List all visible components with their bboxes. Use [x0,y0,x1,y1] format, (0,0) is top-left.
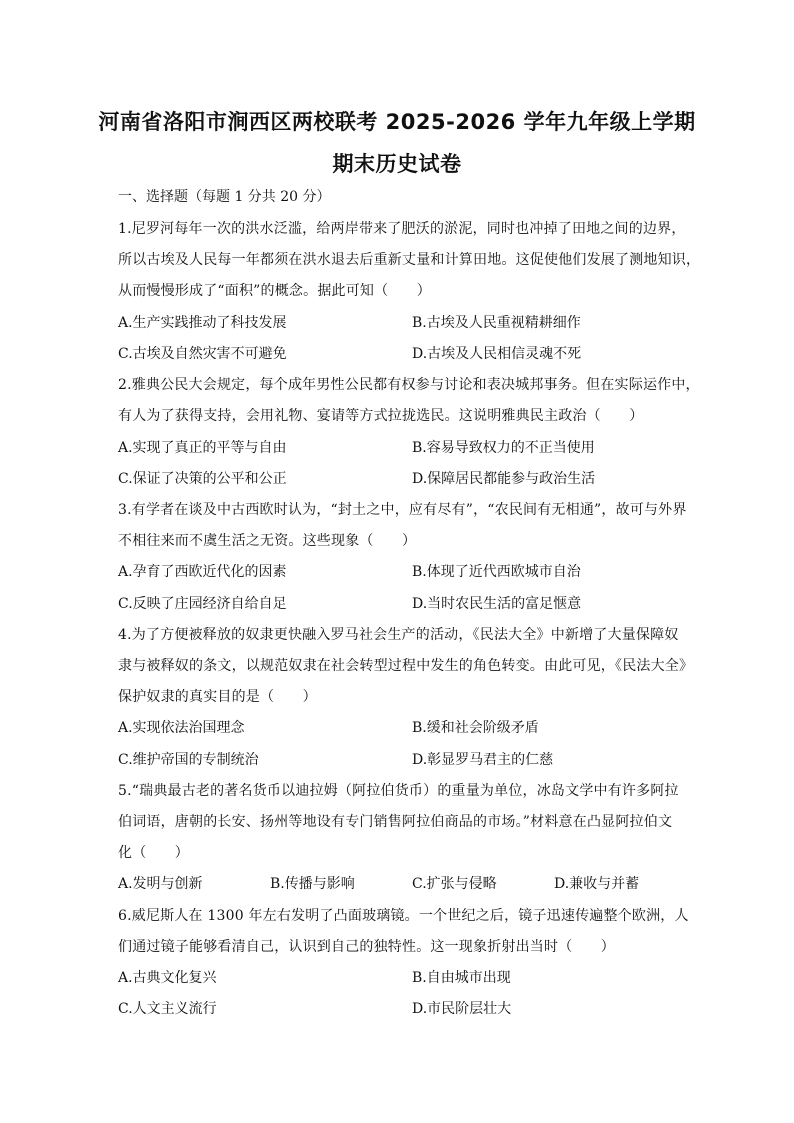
question-5-line-3: 化（ ） [118,845,189,861]
question-3-line-1: 3.有学者在谈及中古西欧时认为，“封土之中，应有尽有”，“农民间有无相通”，故可与外界 [118,502,687,518]
question-4-option-d[interactable]: D.彰显罗马君主的仁慈 [412,752,554,768]
question-6-line-1: 6.威尼斯人在 1300 年左右发明了凸面玻璃镜。一个世纪之后，镜子迅速传遍整个欧洲，人 [118,908,689,924]
question-2-line-2: 有人为了获得支持，会用礼物、宴请等方式拉拢选民。这说明雅典民主政治（ ） [118,408,644,424]
question-1-option-d[interactable]: D.古埃及人民相信灵魂不死 [412,346,582,362]
question-3-option-a[interactable]: A.孕育了西欧近代化的因素 [118,564,287,580]
question-6-option-a[interactable]: A.古典文化复兴 [118,970,217,986]
question-1-line-3: 从而慢慢形成了“面积”的概念。据此可知（ ） [118,283,431,299]
question-1-option-c[interactable]: C.古埃及自然灾害不可避免 [118,346,287,362]
question-5-option-d[interactable]: D.兼收与并蓄 [554,876,640,892]
question-2-line-1: 2.雅典公民大会规定，每个成年男性公民都有权参与讨论和表决城邦事务。但在实际运作中， [118,377,700,393]
exam-title-line-2: 期末历史试卷 [332,152,462,176]
question-2-option-c[interactable]: C.保证了决策的公平和公正 [118,471,287,487]
question-6-line-2: 们通过镜子能够看清自己，认识到自己的独特性。这一现象折射出当时（ ） [118,939,615,955]
question-4-line-3: 保护奴隶的真实目的是（ ） [118,689,317,705]
question-4-line-1: 4.为了方便被释放的奴隶更快融入罗马社会生产的活动，《民法大全》中新增了大量保障奴 [118,627,679,643]
question-3-option-d[interactable]: D.当时农民生活的富足惬意 [412,596,582,612]
question-2-option-b[interactable]: B.容易导致权力的不正当使用 [412,440,595,456]
question-4-option-b[interactable]: B.缓和社会阶级矛盾 [412,720,539,736]
question-1-option-a[interactable]: A.生产实践推动了科技发展 [118,315,287,331]
question-4-line-2: 隶与被释奴的条文，以规范奴隶在社会转型过程中发生的角色转变。由此可见，《民法大全》 [118,658,694,674]
question-5-line-1: 5.“瑞典最古老的著名货币以迪拉姆（阿拉伯货币）的重量为单位，冰岛文学中有许多阿拉 [118,783,679,799]
question-4-option-c[interactable]: C.维护帝国的专制统治 [118,752,259,768]
question-2-option-d[interactable]: D.保障居民都能参与政治生活 [412,471,596,487]
question-3-option-b[interactable]: B.体现了近代西欧城市自治 [412,564,581,580]
question-5-line-2: 伯词语，唐朝的长安、扬州等地设有专门销售阿拉伯商品的市场。”材料意在凸显阿拉伯文 [118,814,673,830]
exam-title-line-1: 河南省洛阳市涧西区两校联考 2025-2026 学年九年级上学期 [98,110,696,134]
question-4-option-a[interactable]: A.实现依法治国理念 [118,720,245,736]
question-3-line-2: 不相往来而不虞生活之无资。这些现象（ ） [118,533,417,549]
section-heading: 一、选择题（每题 1 分共 20 分） [118,189,331,205]
question-3-option-c[interactable]: C.反映了庄园经济自给自足 [118,596,287,612]
question-1-option-b[interactable]: B.古埃及人民重视精耕细作 [412,315,581,331]
question-5-option-c[interactable]: C.扩张与侵略 [412,876,497,892]
question-6-option-c[interactable]: C.人文主义流行 [118,1001,217,1017]
question-1-line-2: 所以古埃及人民每一年都须在洪水退去后重新丈量和计算田地。这促使他们发展了测地知识， [118,252,701,268]
question-6-option-b[interactable]: B.自由城市出现 [412,970,511,986]
question-5-option-a[interactable]: A.发明与创新 [118,876,203,892]
question-2-option-a[interactable]: A.实现了真正的平等与自由 [118,440,287,456]
question-1-line-1: 1.尼罗河每年一次的洪水泛滥，给两岸带来了肥沃的淤泥，同时也冲掉了田地之间的边界， [118,221,686,237]
question-6-option-d[interactable]: D.市民阶层壮大 [412,1001,512,1017]
question-5-option-b[interactable]: B.传播与影响 [270,876,355,892]
